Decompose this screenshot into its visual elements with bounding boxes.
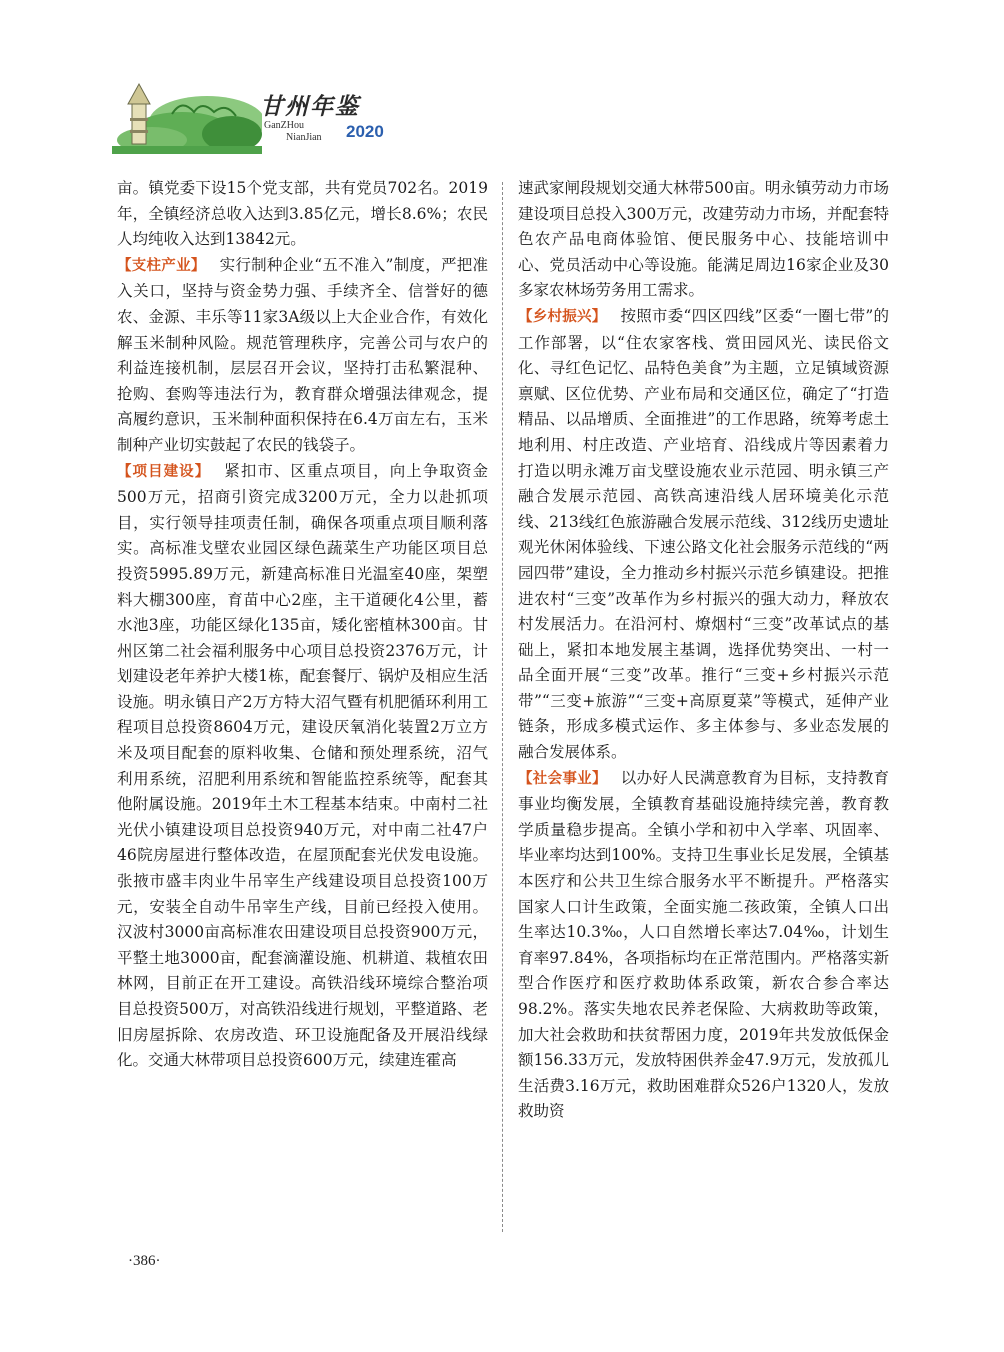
brand-title-cn: 甘州年鉴 <box>260 93 360 120</box>
yearbook-brand <box>260 88 410 154</box>
brand-year: 2020 <box>346 122 384 141</box>
paragraph-pillar-industry <box>117 253 488 459</box>
section-tag: 【乡村振兴】 <box>518 308 607 325</box>
column-divider <box>502 182 503 1232</box>
paragraph-rural-revitalization <box>518 304 889 766</box>
paragraph-text: 以办好人民满意教育为目标，支持教育事业均衡发展，全镇教育基础设施持续完善，教育教学质量稳步提高。全镇小学和初中入学率、巩固率、毕业率均达到100%。支持卫生事业长足发展，全镇基本医疗和公共卫生综合服务水平不断提升。严格落实国家人口计生政策，全面实施二孩政策，全镇人口出生率达10.3‰，人口自然增长率达7.04‰，计划生育率97.84%，各项指标均在正常范围内。严格落实新型合作医疗和医疗救助体系政策，新农合参合率达98.2%。落实失地农民养老保险、大病救助等政策，加大社会救助和扶贫帮困力度，2019年共发放低保金额156.33万元，发放特困供养金47.9万元，发放孤儿生活费3.16万元，救助困难群众526户1320人，发放救助资 <box>518 768 889 1121</box>
section-tag: 【社会事业】 <box>518 770 607 787</box>
paragraph-continued: 速武家闸段规划交通大林带500亩。明永镇劳动力市场建设项目总投入300万元，改建劳动力市场，并配套特色农产品电商体验馆、便民服务中心、技能培训中心、党员活动中心等设施。能满足周边16家企业及30多家农林场劳务用工需求。 <box>518 179 889 300</box>
section-tag: 【支柱产业】 <box>117 257 206 274</box>
paragraph-project-construction <box>117 459 488 1074</box>
right-column <box>518 176 889 1125</box>
paragraph-social-affairs <box>518 766 889 1125</box>
paragraph-text: 实行制种企业“五不准入”制度，严把准入关口，坚持与资金势力强、手续齐全、信誉好的德农、金源、丰乐等11家3A级以上大企业合作，有效化解玉米制种风险。规范管理秩序，完善公司与农户的利益连接机制，层层召开会议，坚持打击私繁混种、抢购、套购等违法行为，教育群众增强法律观念，提高履约意识，玉米制种面积保持在6.4万亩左右，玉米制种产业切实鼓起了农民的钱袋子。 <box>117 255 488 454</box>
left-column <box>117 176 488 1074</box>
paragraph-continued: 亩。镇党委下设15个党支部，共有党员702名。2019年，全镇经济总收入达到3.85亿元，增长8.6%；农民人均纯收入达到13842元。 <box>117 179 488 249</box>
paragraph-text: 紧扣市、区重点项目，向上争取资金500万元，招商引资完成3200万元，全力以赴抓项目，实行领导挂项责任制，确保各项重点项目顺利落实。高标准戈壁农业园区绿色蔬菜生产功能区项目总投资5995.89万元，新建高标准日光温室40座，架塑料大棚300座，育苗中心2座，主干道硬化4公里，蓄水池3座，功能区绿化135亩，矮化密植林300亩。甘州区第二社会福利服务中心项目总投资2376万元，计划建设老年养护大楼1栋，配套餐厅、锅炉及相应生活设施。明永镇日产2万方特大沼气暨有机肥循环利用工程项目总投资8604万元，建设厌氧消化装置2万立方米及项目配套的原料收集、仓储和预处理系统，沼气利用系统，沼肥利用系统和智能监控系统等，配套其他附属设施。2019年土木工程基本结束。中南村二社光伏小镇建设项目总投资940万元，对中南二社47户46院房屋进行整体改造，在屋顶配套光伏发电设施。张掖市盛丰肉业牛吊宰生产线建设项目总投资100万元，安装全自动牛吊宰生产线，目前已经投入使用。汉波村3000亩高标准农田建设项目总投资900万元，平整土地3000亩，配套滴灌设施、机耕道、栽植农田林网，目前正在开工建设。高铁沿线环境综合整治项目总投资500万，对高铁沿线进行规划，平整道路、老旧房屋拆除、农房改造、环卫设施配备及开展沿线绿化。交通大林带项目总投资600万元，续建连霍高 <box>117 461 488 1070</box>
paragraph-text: 按照市委“四区四线”区委“一圈七带”的工作部署，以“住农家客栈、赏田园风光、读民俗文化、寻红色记忆、品特色美食”为主题，立足镇域资源禀赋、区位优势、产业布局和交通区位，确定了“打造精品、以品增质、全面推进”的工作思路，统筹考虑土地利用、村庄改造、产业培育、沿线成片等因素着力打造以明永滩万亩戈壁设施农业示范园、明永镇三产融合发展示范园、高铁高速沿线人居环境美化示范线、213线红色旅游融合发展示范线、312线历史遗址观光休闲体验线、下速公路文化社会服务示范线的“两园四带”建设，全力推动乡村振兴示范乡镇建设。把推进农村“三变”改革作为乡村振兴的强大动力，释放农村发展活力。在沿河村、燎烟村“三变”改革试点的基础上，紧扣本地发展主基调，选择优势突出、一村一品全面开展“三变”改革。推行“三变+乡村振兴示范带”“三变+旅游”“三变+高原夏菜”等模式，延伸产业链条，形成多模式运作、多主体参与、多业态发展的融合发展体系。 <box>518 306 889 762</box>
section-tag: 【项目建设】 <box>117 463 211 480</box>
pagoda-landscape-logo-icon <box>112 74 262 154</box>
page-number: ·386· <box>128 1253 161 1269</box>
brand-title-en-line1: GanZHou <box>264 120 304 131</box>
brand-title-en-line2: NianJian <box>286 132 322 143</box>
yearbook-header <box>112 74 412 154</box>
